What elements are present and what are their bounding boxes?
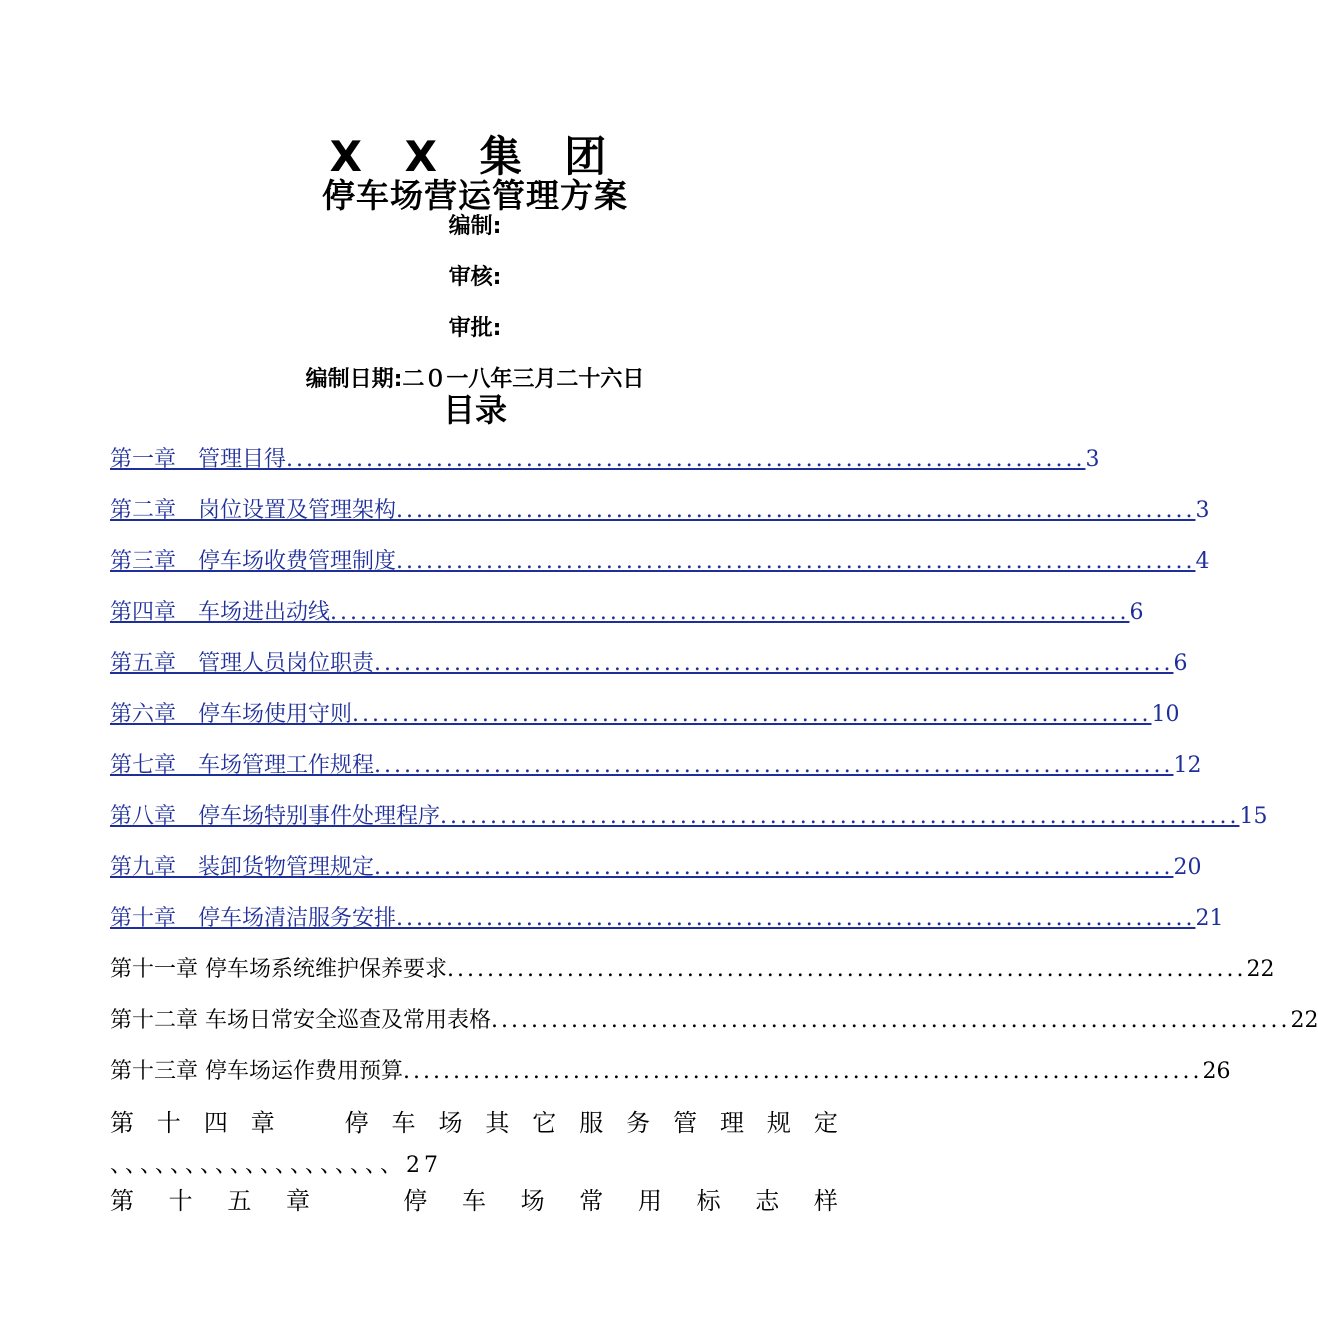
toc-entry[interactable] — [110, 750, 1202, 780]
spread-char — [345, 1186, 369, 1216]
toc-entry-label: 第一章 管理目得 — [110, 447, 287, 472]
spread-char: 常 — [579, 1187, 604, 1215]
spread-char: 十 — [168, 1187, 193, 1215]
toc-entry-page: 4 — [1195, 549, 1210, 574]
toc-leader-dots: ................................................................................ — [396, 906, 1196, 931]
toc-leader-dots: ................................................................................ — [396, 498, 1196, 523]
toc-entry-14 — [110, 1108, 838, 1138]
toc-entry-label: 第十三章 停车场运作费用预算 — [110, 1059, 403, 1084]
toc-entry-label: 第十章 停车场清洁服务安排 — [110, 906, 397, 931]
toc-entry-label: 第二章 岗位设置及管理架构 — [110, 498, 397, 523]
toc-entry-label: 第三章 停车场收费管理制度 — [110, 549, 397, 574]
spread-char: 定 — [813, 1109, 838, 1137]
spread-char: 志 — [755, 1187, 780, 1215]
toc-entry-page: 22 — [1290, 1008, 1318, 1033]
toc-entry-label: 第八章 停车场特别事件处理程序 — [110, 804, 441, 829]
spread-char: 场 — [520, 1187, 545, 1215]
toc-entry[interactable] — [110, 495, 1210, 525]
spread-char: 第 — [110, 1109, 134, 1137]
toc-entry-15 — [110, 1186, 838, 1216]
compile-date: 编制日期:二０一八年三月二十六日 — [305, 367, 645, 392]
spread-char: 场 — [438, 1109, 463, 1137]
spread-char: 车 — [461, 1187, 486, 1215]
toc-entry[interactable] — [110, 801, 1268, 831]
company-title: X X 集 团 — [329, 132, 621, 181]
toc-entry-label: 第六章 停车场使用守则 — [110, 702, 353, 727]
toc-entry-page: 20 — [1173, 855, 1202, 880]
toc-entry[interactable] — [110, 546, 1210, 576]
toc-entry — [110, 954, 1275, 984]
toc-entry-label: 第十二章 车场日常安全巡查及常用表格 — [110, 1008, 491, 1033]
spread-char: 理 — [719, 1109, 744, 1137]
toc-entry[interactable] — [110, 597, 1144, 627]
compiler-label: 编制: — [448, 214, 502, 239]
toc-leader-dots: ................................................................................ — [374, 855, 1174, 880]
toc-leader-dots: ................................................................................ — [374, 753, 1174, 778]
toc-entry-page: 12 — [1173, 753, 1202, 778]
toc-entry-label: 第九章 装卸货物管理规定 — [110, 855, 375, 880]
spread-char: 用 — [637, 1187, 662, 1215]
toc-entry-page: 10 — [1151, 702, 1180, 727]
toc-entry[interactable] — [110, 648, 1188, 678]
spread-char: 十 — [156, 1109, 181, 1137]
toc-leader-dots: ................................................................................ — [286, 447, 1086, 472]
spread-char: 务 — [626, 1109, 651, 1137]
spread-char — [298, 1108, 322, 1138]
spread-char: 五 — [227, 1187, 252, 1215]
spread-char: 停 — [403, 1187, 428, 1215]
spread-char: 四 — [203, 1109, 228, 1137]
toc-leader-dots: ................................................................................ — [403, 1059, 1203, 1084]
spread-char: 章 — [285, 1187, 310, 1215]
toc-entry — [110, 1005, 1318, 1035]
toc-entry-14-continuation: 、、、、、、、、、、、、、、、、、、、27 — [110, 1153, 442, 1178]
toc-entry[interactable] — [110, 444, 1100, 474]
toc-entry-page: 21 — [1195, 906, 1224, 931]
toc-leader-dots: ................................................................................ — [440, 804, 1240, 829]
toc-leader-dots: ................................................................................ — [374, 651, 1174, 676]
toc-entry-page: 26 — [1202, 1059, 1231, 1084]
toc-leader-dots: ................................................................................ — [330, 600, 1130, 625]
toc-entry-page: 6 — [1173, 651, 1188, 676]
spread-char: 第 — [110, 1187, 134, 1215]
toc-entry-label: 第五章 管理人员岗位职责 — [110, 651, 375, 676]
toc-entry[interactable] — [110, 699, 1180, 729]
spread-char: 停 — [344, 1109, 369, 1137]
spread-char: 服 — [579, 1109, 604, 1137]
spread-char: 章 — [250, 1109, 275, 1137]
spread-char: 车 — [391, 1109, 416, 1137]
toc-entry-page: 6 — [1129, 600, 1144, 625]
toc-entry-label: 第七章 车场管理工作规程 — [110, 753, 375, 778]
toc-entry — [110, 1056, 1231, 1086]
toc-leader-dots: ................................................................................ — [447, 957, 1247, 982]
toc-heading: 目录 — [442, 391, 507, 429]
toc-entry-page: 22 — [1246, 957, 1275, 982]
spread-char: 其 — [485, 1109, 510, 1137]
toc-leader-dots: ................................................................................ — [352, 702, 1152, 727]
reviewer-label: 审核: — [448, 265, 502, 290]
toc-entry-page: 15 — [1239, 804, 1268, 829]
toc-entry-page: 3 — [1085, 447, 1100, 472]
toc-entry[interactable] — [110, 903, 1224, 933]
spread-char: 它 — [532, 1109, 557, 1137]
toc-leader-dots: ................................................................................ — [491, 1008, 1291, 1033]
toc-entry-page: 3 — [1195, 498, 1210, 523]
plan-title: 停车场营运管理方案 — [322, 176, 628, 215]
spread-char: 管 — [673, 1109, 698, 1137]
spread-char: 规 — [766, 1109, 791, 1137]
approver-label: 审批: — [448, 316, 502, 341]
spread-char: 样 — [813, 1187, 838, 1215]
toc-entry-label: 第十一章 停车场系统维护保养要求 — [110, 957, 447, 982]
toc-entry-label: 第四章 车场进出动线 — [110, 600, 331, 625]
toc-leader-dots: ................................................................................ — [396, 549, 1196, 574]
toc-entry[interactable] — [110, 852, 1202, 882]
spread-char: 标 — [696, 1187, 721, 1215]
